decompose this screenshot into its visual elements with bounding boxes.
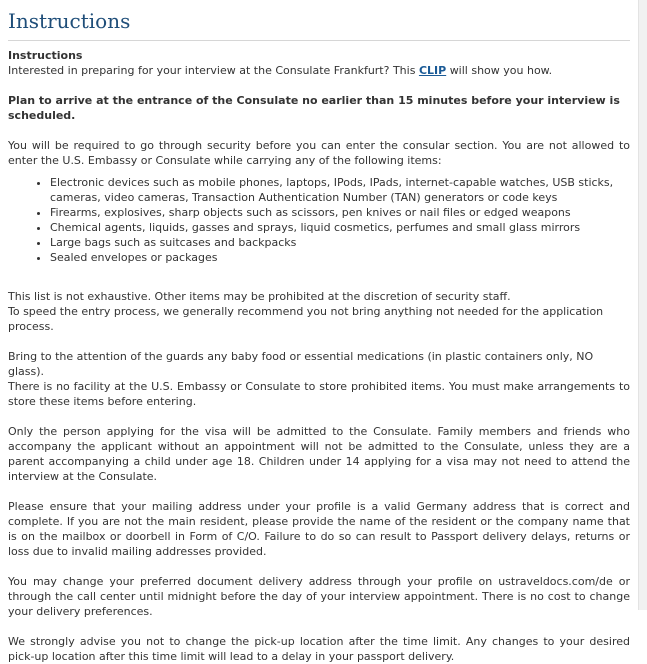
admission-text: Only the person applying for the visa will be admitted to the Consulate. Family members and friends who accompany the applicant without an appointment will not be admitted to the Consulate, unless they are a parent accompanying a child under age 18. Children under 14 applying for a visa may not need to attend the interview at the Consulate. — [8, 425, 630, 483]
list-note-line-2: To speed the entry process, we generally recommend you not bring anything not needed for the application process. — [8, 305, 604, 333]
list-note-line-1: This list is not exhaustive. Other items may be prohibited at the discretion of security staff. — [8, 290, 511, 303]
list-item: • Electronic devices such as mobile phones, laptops, IPods, IPads, internet-capable watches, USB sticks, cameras, video cameras, Transaction Authentication Number (TAN) generators or code keys — [50, 175, 630, 205]
clip-intro-text: Interested in preparing for your interview at the Consulate Frankfurt? This — [8, 64, 416, 77]
clip-intro-text-after: will show you how. — [449, 64, 553, 77]
list-item: • Large bags such as suitcases and backpacks — [50, 235, 630, 250]
section-heading: Instructions — [8, 49, 83, 62]
list-item: • Chemical agents, liquids, gasses and sprays, liquid cosmetics, perfumes and small glass mirrors — [50, 220, 630, 235]
medication-line-2: There is no facility at the U.S. Embassy or Consulate to store prohibited items. You must make arrangements to store these items before entering. — [8, 380, 630, 408]
clip-link[interactable]: CLIP — [418, 64, 447, 77]
prohibited-items-list — [8, 175, 630, 265]
security-text: You will be required to go through security before you can enter the consular section. You are not allowed to enter the U.S. Embassy or Consulate while carrying any of the following items: — [8, 139, 630, 167]
page-title: Instructions — [8, 9, 131, 33]
arrival-notice: Plan to arrive at the entrance of the Consulate no earlier than 15 minutes before your interview is scheduled. — [8, 94, 620, 122]
pickup-advice-text: We strongly advise you not to change the pick-up location after the time limit. Any changes to your desired pick-up location after this time limit will lead to a delay in your passport delivery. — [8, 635, 630, 663]
medication-line-1: Bring to the attention of the guards any baby food or essential medications (in plastic containers only, NO glass). — [8, 350, 594, 378]
list-item: • Sealed envelopes or packages — [50, 250, 630, 265]
mailing-address-text: Please ensure that your mailing address under your profile is a valid Germany address that is correct and complete. If you are not the main resident, please provide the name of the resident or the company name that is on the mailbox or doorbell in Form of C/O. Failure to do so can result to Passport delivery delays, returns or loss due to invalid mailing addresses provided. — [8, 500, 630, 558]
delivery-change-text: You may change your preferred document delivery address through your profile on ustraveldocs.com/de or through the call center until midnight before the day of your interview appointment. There is no cost to change your delivery preferences. — [8, 575, 630, 618]
title-divider — [8, 40, 630, 41]
list-item: • Firearms, explosives, sharp objects such as scissors, pen knives or nail files or edged weapons — [50, 205, 630, 220]
instructions-content — [8, 48, 630, 664]
vertical-scrollbar[interactable] — [638, 0, 647, 610]
clip-intro — [8, 63, 630, 78]
